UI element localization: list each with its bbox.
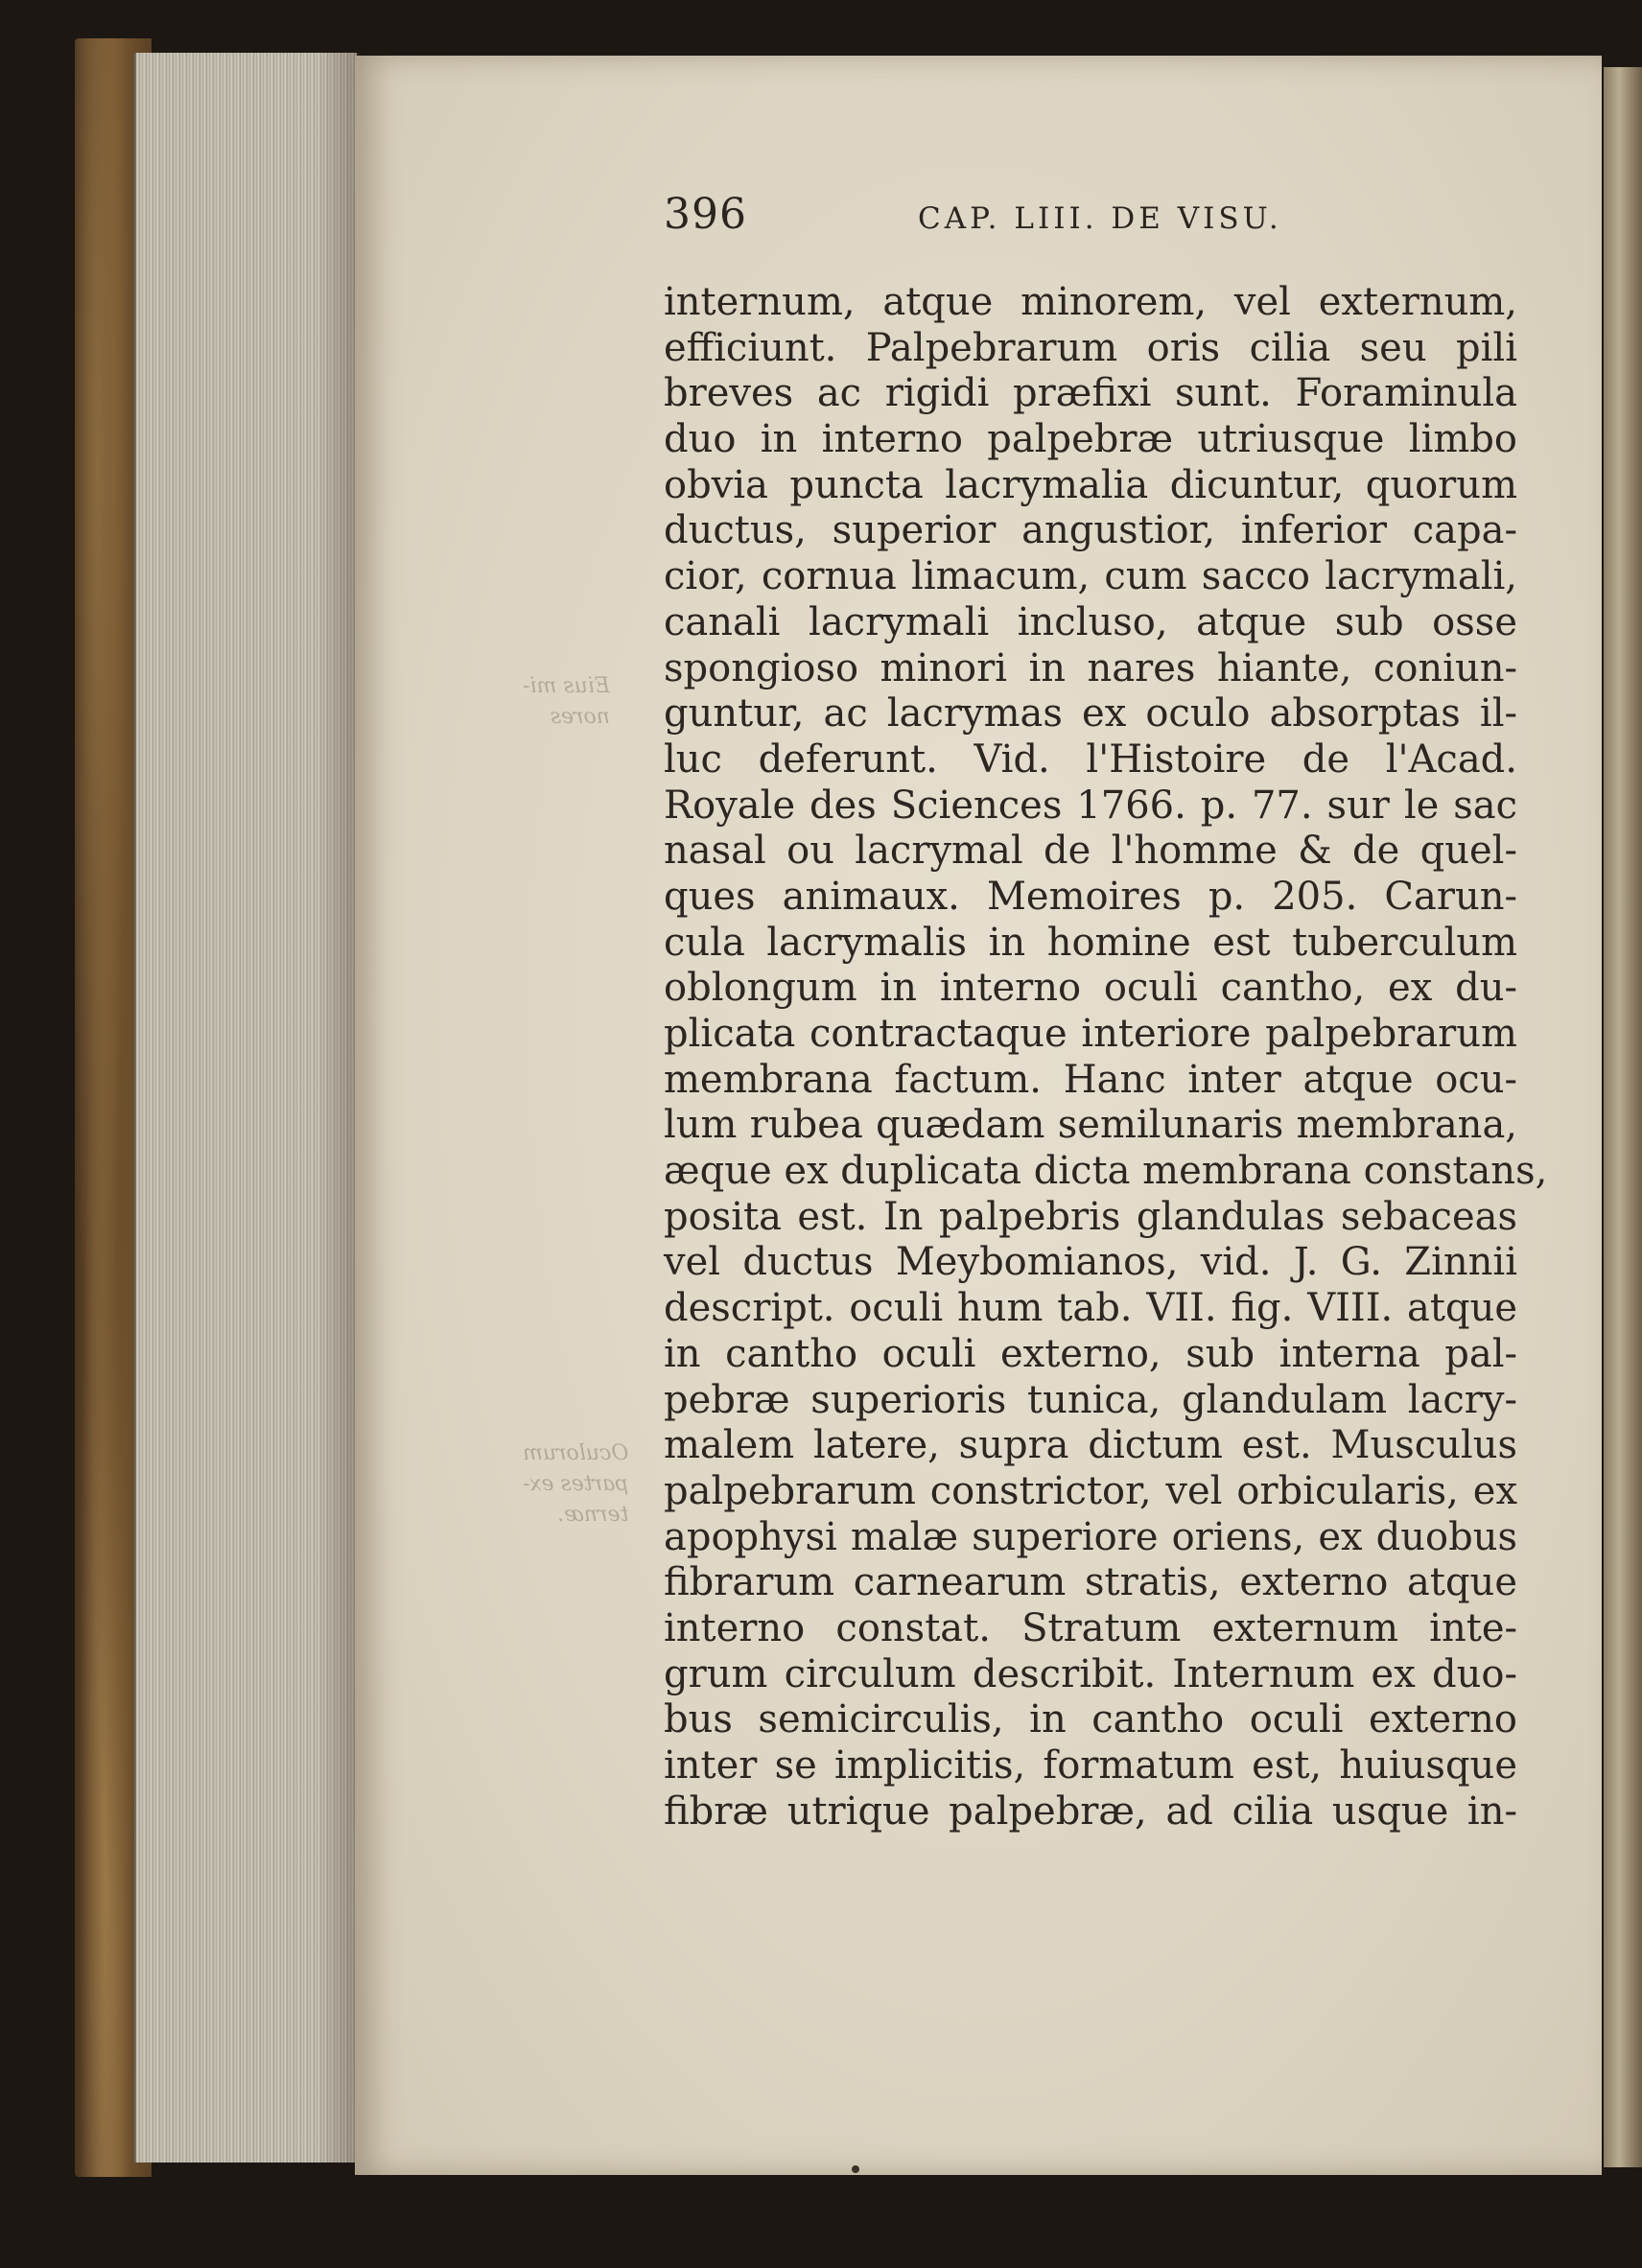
running-head: CAP. LIII. DE VISU. xyxy=(918,201,1282,236)
text-line: descript. oculi hum tab. VII. fig. VIII. atque xyxy=(664,1286,1517,1331)
text-line: efficiunt. Palpebrarum oris cilia seu pili xyxy=(664,325,1517,370)
ink-dot xyxy=(852,2165,859,2173)
text-line: cula lacrymalis in homine est tuberculum xyxy=(664,920,1517,965)
show-through-line: Oculorum xyxy=(523,1441,629,1465)
text-line: Royale des Sciences 1766. p. 77. sur le sac xyxy=(664,783,1517,828)
text-line: ductus, superior angustior, inferior capa- xyxy=(664,508,1517,553)
show-through-note-2 xyxy=(523,1438,628,1531)
text-line: duo in interno palpebræ utriusque limbo xyxy=(664,417,1517,462)
text-line: nasal ou lacrymal de l'homme & de quel- xyxy=(664,829,1517,874)
text-line: fibræ utrique palpebræ, ad cilia usque in- xyxy=(664,1789,1517,1834)
text-line: breves ac rigidi præfixi sunt. Foraminula xyxy=(664,371,1517,416)
show-through-line: Eius mi- xyxy=(523,674,610,698)
text-line: malem latere, supra dictum est. Musculus xyxy=(664,1423,1517,1468)
text-line: oblongum in interno oculi cantho, ex du- xyxy=(664,966,1517,1011)
text-line: posita est. In palpebris glandulas sebaceas xyxy=(664,1194,1517,1239)
gutter-shadow xyxy=(317,53,360,2163)
text-line: spongioso minori in nares hiante, coniun- xyxy=(664,645,1517,690)
text-line: obvia puncta lacrymalia dicuntur, quorum xyxy=(664,462,1517,507)
text-line: grum circulum describit. Internum ex duo- xyxy=(664,1651,1517,1696)
text-line: canali lacrymali incluso, atque sub osse xyxy=(664,599,1517,644)
text-line: internum, atque minorem, vel externum, xyxy=(664,280,1517,324)
text-line: æque ex duplicata dicta membrana constans, xyxy=(664,1149,1548,1194)
text-line: guntur, ac lacrymas ex oculo absorptas il- xyxy=(664,691,1517,737)
text-line: cior, cornua limacum, cum sacco lacrymali, xyxy=(664,554,1517,599)
show-through-line: ternæ. xyxy=(557,1503,629,1527)
text-line: ques animaux. Memoires p. 205. Carun- xyxy=(664,874,1517,919)
body-text xyxy=(664,280,1548,1835)
show-through-note-1 xyxy=(523,671,610,733)
next-page-edge xyxy=(1604,67,1642,2167)
text-line: in cantho oculi externo, sub interna pal- xyxy=(664,1331,1517,1376)
text-line: vel ductus Meybomianos, vid. J. G. Zinnii xyxy=(664,1240,1517,1285)
text-line: membrana factum. Hanc inter atque ocu- xyxy=(664,1057,1517,1102)
text-line: bus semicirculis, in cantho oculi externo xyxy=(664,1697,1517,1742)
text-line: interno constat. Stratum externum inte- xyxy=(664,1605,1517,1650)
text-line: fibrarum carnearum stratis, externo atque xyxy=(664,1560,1517,1605)
text-line: apophysi malæ superiore oriens, ex duobus xyxy=(664,1514,1517,1559)
text-line: plicata contractaque interiore palpebrarum xyxy=(664,1012,1517,1056)
show-through-line: partes ex- xyxy=(523,1472,629,1496)
page-header xyxy=(664,190,1527,247)
text-line: palpebrarum constrictor, vel orbicularis, ex xyxy=(664,1468,1517,1513)
text-line: lum rubea quædam semilunaris membrana, xyxy=(664,1103,1517,1148)
show-through-line: nores xyxy=(550,705,610,729)
text-line: pebræ superioris tunica, glandulam lacry- xyxy=(664,1377,1517,1422)
page-number: 396 xyxy=(664,190,747,239)
text-line: luc deferunt. Vid. l'Histoire de l'Acad. xyxy=(664,737,1517,782)
text-line: inter se implicitis, formatum est, huiusque xyxy=(664,1743,1517,1788)
